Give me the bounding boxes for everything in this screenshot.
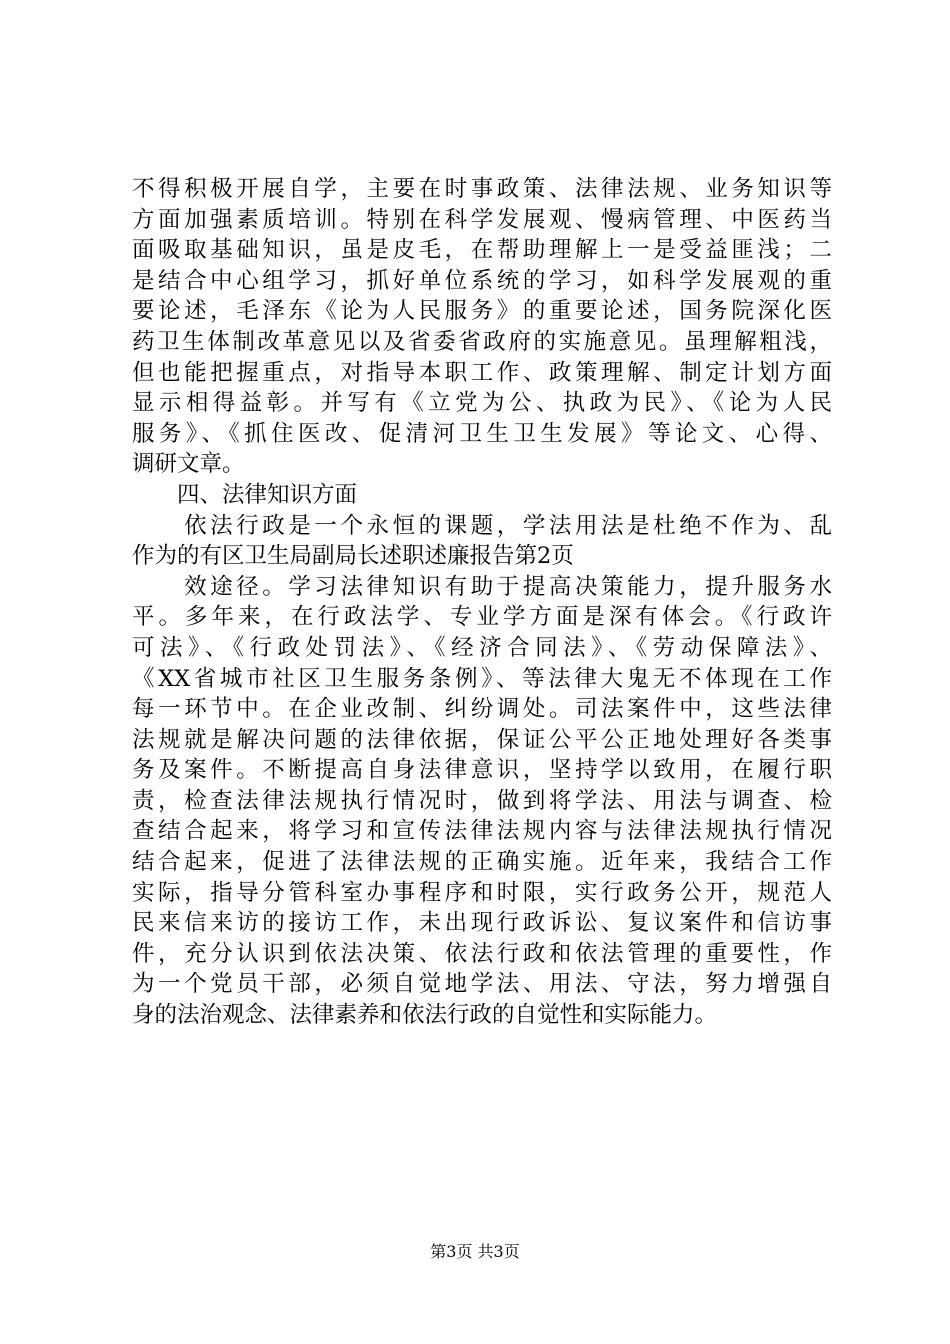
text-line: 调研文章。 [132, 451, 245, 478]
section-heading: 四、法律知识方面 [132, 481, 358, 508]
text-line: 效途径。学习法律知识有助于提高决策能力，提升服务水 [132, 573, 832, 600]
text-line: 为一个党员干部，必须自觉地学法、用法、守法，努力增强自 [132, 971, 832, 998]
text-line: 服务》、《抓住医改、促清河卫生卫生发展》等论文、心得、 [132, 420, 832, 447]
text-line: 结合起来，促进了法律法规的正确实施。近年来，我结合工作 [132, 849, 832, 876]
text-line: 可法》、《行政处罚法》、《经济合同法》、《劳动保障法》、 [132, 634, 832, 661]
text-line: 依法行政是一个永恒的课题，学法用法是杜绝不作为、乱 [132, 512, 832, 539]
text-line: 每一环节中。在企业改制、纠纷调处。司法案件中，这些法律 [132, 696, 832, 723]
text-line: 民来信来访的接访工作，未出现行政诉讼、复议案件和信访事 [132, 910, 832, 937]
text-line: 面吸取基础知识，虽是皮毛，在帮助理解上一是受益匪浅；二 [132, 237, 832, 264]
text-line: 方面加强素质培训。特别在科学发展观、慢病管理、中医药当 [132, 206, 832, 233]
body-text [132, 174, 832, 1031]
text-line: 显示相得益彰。并写有《立党为公、执政为民》、《论为人民 [132, 390, 832, 417]
text-line: 是结合中心组学习，抓好单位系统的学习，如科学发展观的重 [132, 267, 832, 294]
text-line: 药卫生体制改革意见以及省委省政府的实施意见。虽理解粗浅， [132, 328, 832, 355]
text-line: 平。多年来，在行政法学、专业学方面是深有体会。《行政许 [132, 604, 832, 631]
text-line: 责，检查法律法规执行情况时，做到将学法、用法与调查、检 [132, 787, 832, 814]
text-line: 《XX省城市社区卫生服务条例》、等法律大鬼无不体现在工作 [132, 665, 832, 692]
text-line: 件，充分认识到依法决策、依法行政和依法管理的重要性，作 [132, 940, 832, 967]
page-footer [0, 1242, 950, 1262]
text-line: 务及案件。不断提高自身法律意识，坚持学以致用，在履行职 [132, 757, 832, 784]
text-line: 查结合起来，将学习和宣传法律法规内容与法律法规执行情况 [132, 818, 832, 845]
text-line: 作为的有区卫生局副局长述职述廉报告第2页 [132, 543, 574, 570]
text-line: 不得积极开展自学，主要在时事政策、法律法规、业务知识等 [132, 176, 832, 202]
text-line: 但也能把握重点，对指导本职工作、政策理解、制定计划方面 [132, 359, 832, 386]
text-line: 要论述，毛泽东《论为人民服务》的重要论述，国务院深化医 [132, 298, 832, 325]
text-line: 法规就是解决问题的法律依据，保证公平公正地处理好各类事 [132, 726, 832, 753]
text-line: 身的法治观念、法律素养和依法行政的自觉性和实际能力。 [132, 1002, 718, 1029]
page-number-label: 第3页 共3页 [430, 1242, 520, 1261]
text-line: 实际，指导分管科室办事程序和时限，实行政务公开，规范人 [132, 879, 832, 906]
